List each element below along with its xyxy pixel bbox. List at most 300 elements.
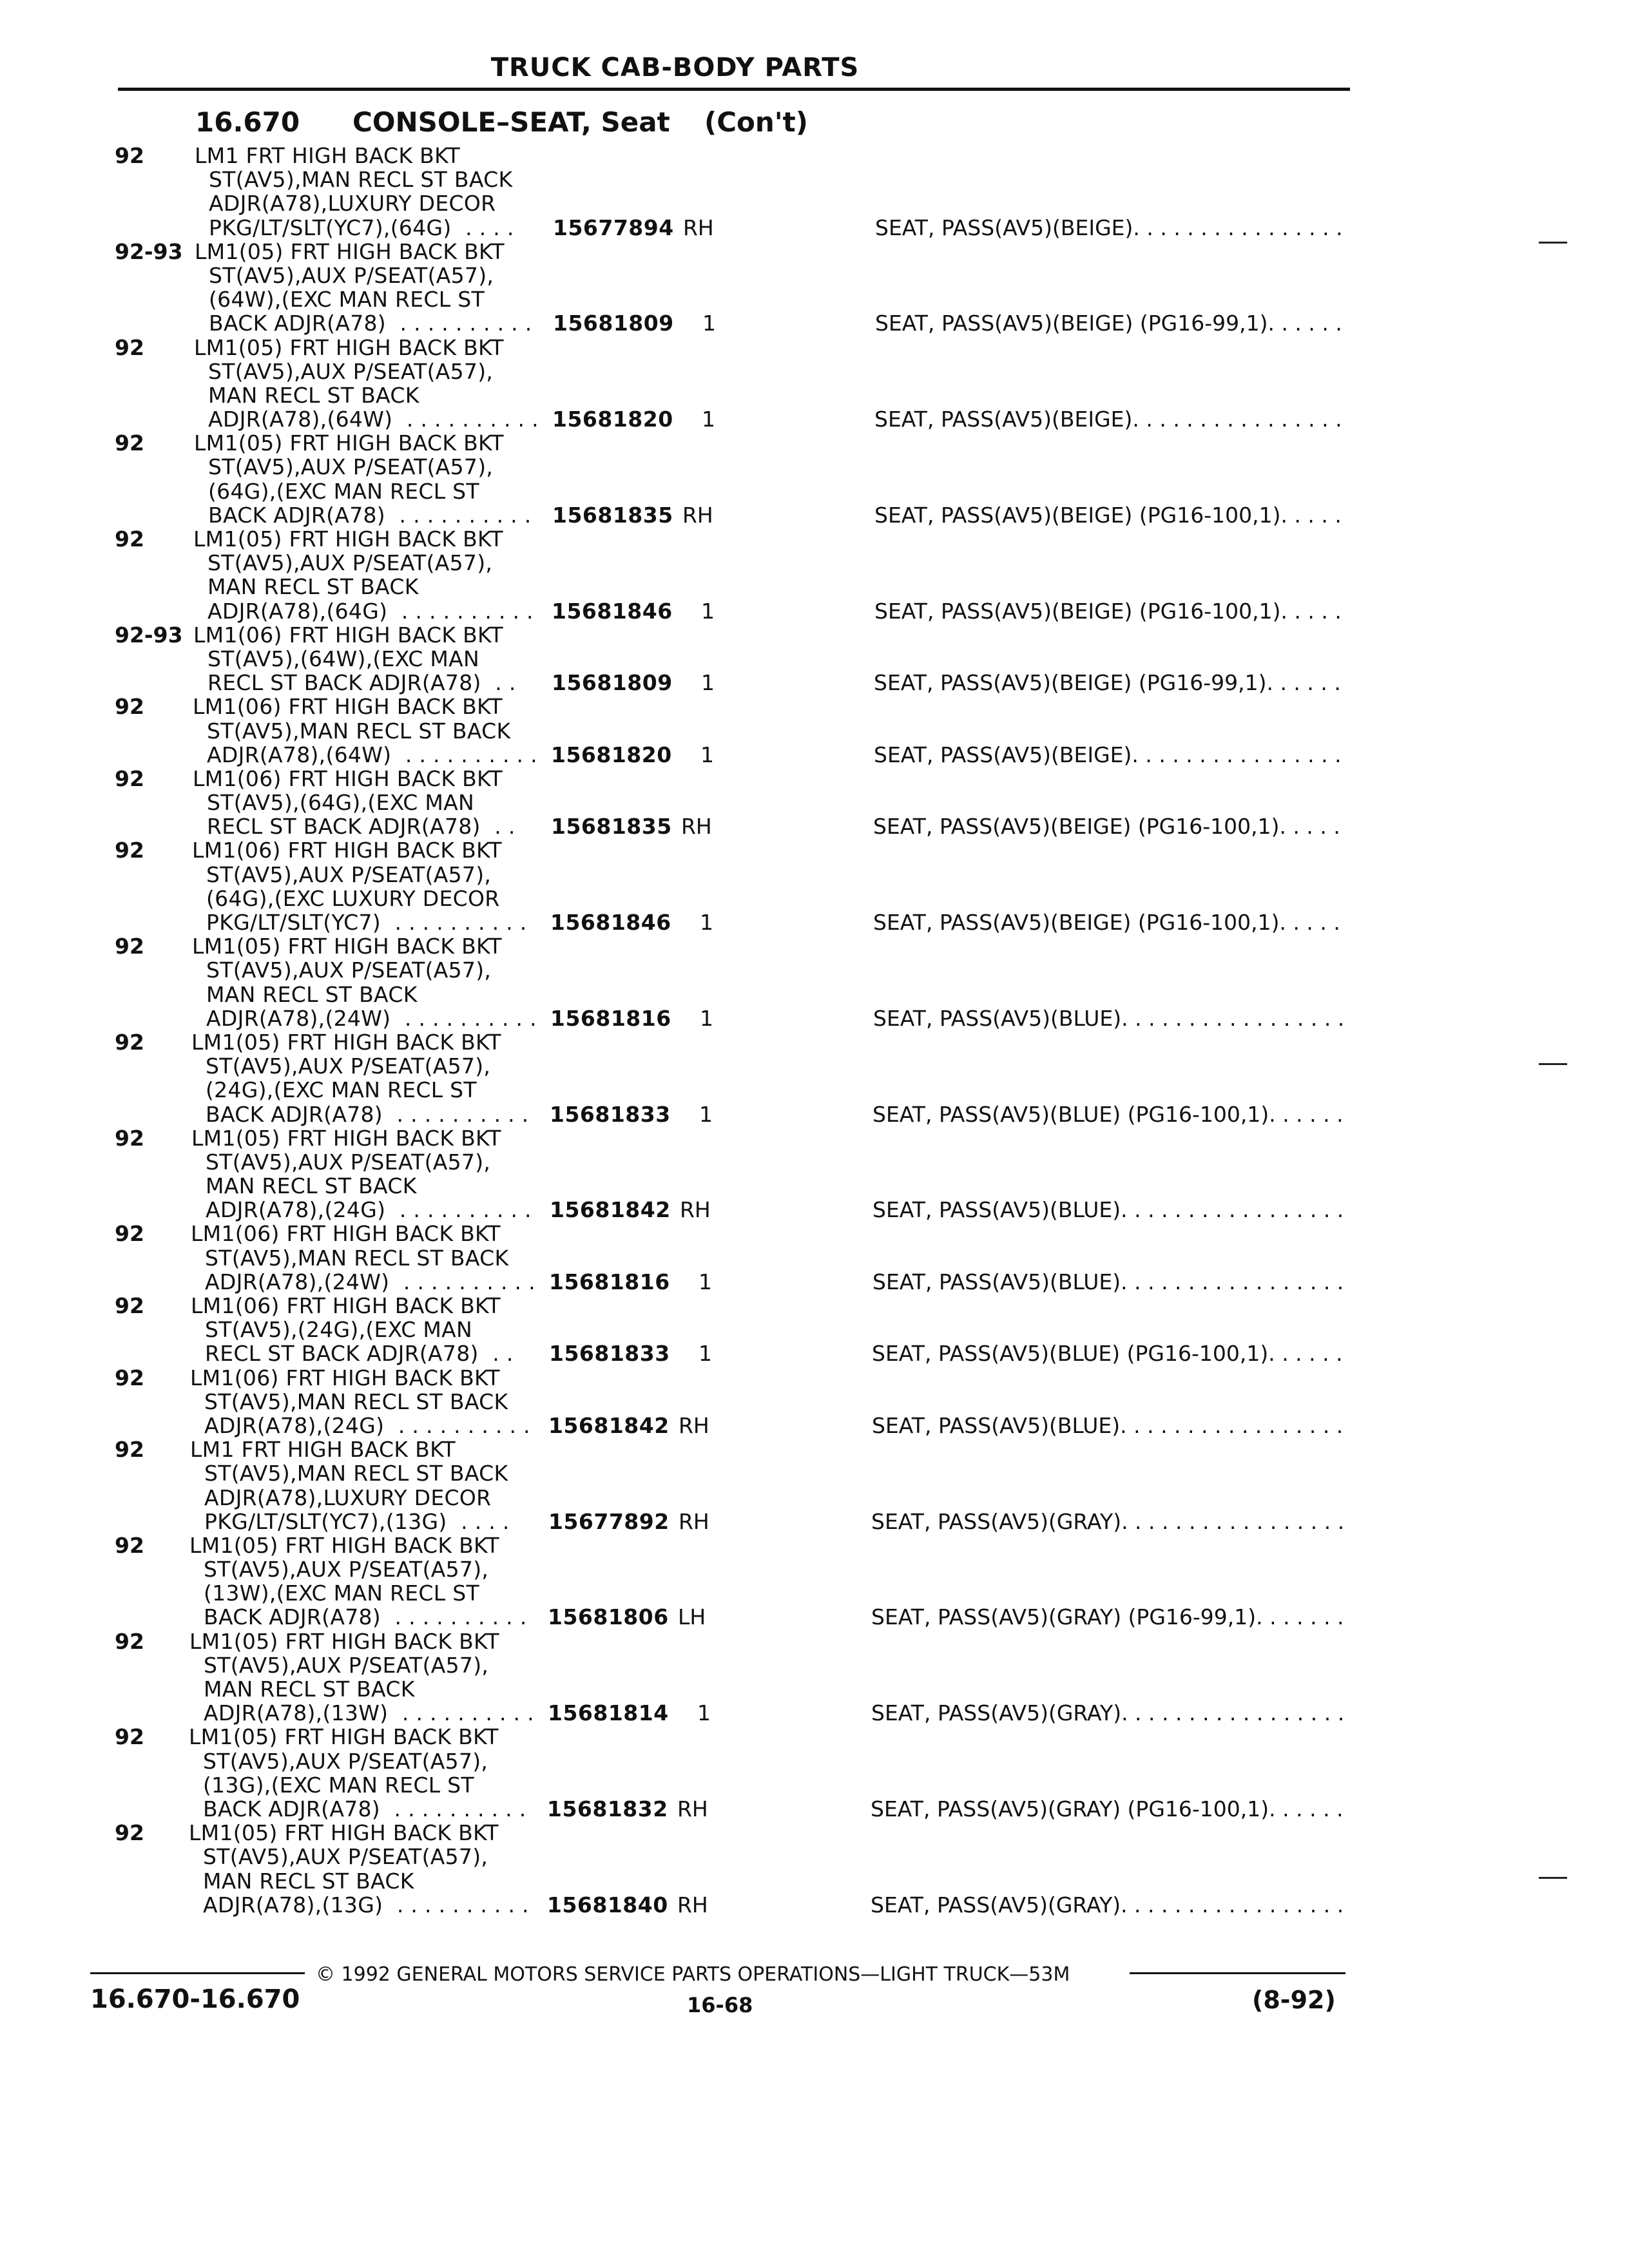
part-number: 15681806 bbox=[548, 1604, 669, 1630]
entry-text: ADJR(A78),(24W) . . . . . . . . . . bbox=[205, 1269, 535, 1294]
entry-line bbox=[0, 1366, 1629, 1390]
entry-line bbox=[0, 1605, 1629, 1629]
description-text: SEAT, PASS(AV5)(BEIGE) (PG16-100,1) bbox=[874, 503, 1281, 528]
part-description bbox=[871, 1701, 1347, 1725]
entry-line bbox=[0, 1486, 1629, 1510]
parts-entry bbox=[0, 767, 1629, 839]
part-description bbox=[872, 1102, 1347, 1126]
entry-line bbox=[0, 1102, 1629, 1126]
entry-text: LM1(05) FRT HIGH BACK BKT bbox=[189, 1724, 499, 1750]
part-number: 15681833 bbox=[550, 1101, 671, 1127]
entry-line bbox=[0, 934, 1629, 958]
entry-line bbox=[0, 887, 1629, 910]
entry-text: LM1(05) FRT HIGH BACK BKT bbox=[189, 1628, 499, 1654]
entry-text: MAN RECL ST BACK bbox=[207, 574, 419, 600]
entry-line bbox=[0, 168, 1629, 191]
entry-line bbox=[0, 647, 1629, 671]
entry-text: BACK ADJR(A78) . . . . . . . . . . bbox=[204, 1604, 527, 1630]
description-text: SEAT, PASS(AV5)(BEIGE) (PG16-100,1) bbox=[873, 910, 1280, 935]
entry-line bbox=[0, 1150, 1629, 1174]
parts-list bbox=[0, 144, 1629, 1917]
model-year: 92-93 bbox=[115, 238, 183, 264]
description-text: SEAT, PASS(AV5)(BEIGE) bbox=[874, 407, 1133, 432]
footer-page-range: 16.670-16.670 bbox=[90, 1984, 300, 2014]
leader-dots bbox=[1280, 503, 1347, 527]
entry-text: ST(AV5),AUX P/SEAT(A57), bbox=[204, 1557, 489, 1582]
entry-text: ST(AV5),AUX P/SEAT(A57), bbox=[204, 1652, 489, 1678]
entry-text: ST(AV5),AUX P/SEAT(A57), bbox=[209, 262, 494, 288]
footer-date: (8-92) bbox=[1252, 1986, 1336, 2014]
entry-text: LM1(06) FRT HIGH BACK BKT bbox=[190, 1365, 500, 1390]
entry-text: PKG/LT/SLT(YC7),(64G) . . . . bbox=[209, 215, 514, 240]
entry-line bbox=[0, 1797, 1629, 1821]
parts-entry bbox=[0, 1030, 1629, 1126]
part-number: 15681832 bbox=[547, 1796, 668, 1821]
model-year: 92 bbox=[115, 1293, 144, 1318]
entry-text: RECL ST BACK ADJR(A78) . . bbox=[207, 670, 516, 696]
entry-line bbox=[0, 910, 1629, 934]
description-text: SEAT, PASS(AV5)(GRAY) bbox=[871, 1509, 1122, 1533]
entry-text: LM1(06) FRT HIGH BACK BKT bbox=[192, 838, 502, 863]
description-text: SEAT, PASS(AV5)(GRAY) bbox=[871, 1701, 1122, 1725]
entry-line bbox=[0, 1246, 1629, 1270]
entry-text: LM1 FRT HIGH BACK BKT bbox=[190, 1437, 456, 1463]
part-number: 15681842 bbox=[548, 1412, 670, 1438]
header-rule bbox=[118, 88, 1350, 91]
entry-text: ADJR(A78),(24W) . . . . . . . . . . bbox=[206, 1005, 537, 1031]
model-year: 92 bbox=[115, 934, 144, 959]
leader-dots bbox=[1279, 910, 1347, 934]
part-number: 15681820 bbox=[552, 407, 673, 432]
entry-text: ST(AV5),(24G),(EXC MAN bbox=[205, 1317, 472, 1343]
quantity: 1 bbox=[699, 1101, 713, 1127]
model-year: 92 bbox=[115, 526, 144, 552]
leader-dots bbox=[1256, 1605, 1347, 1629]
entry-line bbox=[0, 1222, 1629, 1245]
quantity: 1 bbox=[701, 598, 715, 624]
entry-text: MAN RECL ST BACK bbox=[208, 382, 419, 408]
margin-mark bbox=[1539, 1063, 1567, 1065]
margin-mark bbox=[1539, 242, 1567, 244]
model-year: 92 bbox=[115, 430, 144, 456]
parts-entry bbox=[0, 934, 1629, 1030]
part-number: 15681833 bbox=[549, 1341, 670, 1367]
entry-line bbox=[0, 407, 1629, 431]
part-description bbox=[873, 910, 1347, 934]
entry-line bbox=[0, 360, 1629, 383]
entry-line bbox=[0, 1341, 1629, 1365]
entry-line bbox=[0, 1510, 1629, 1533]
description-text: SEAT, PASS(AV5)(BEIGE) bbox=[875, 215, 1133, 240]
leader-dots bbox=[1268, 311, 1347, 335]
entry-line bbox=[0, 1270, 1629, 1294]
parts-entry bbox=[0, 1437, 1629, 1533]
entry-text: ADJR(A78),LUXURY DECOR bbox=[209, 191, 496, 216]
description-text: SEAT, PASS(AV5)(GRAY) (PG16-99,1) bbox=[871, 1605, 1257, 1629]
entry-line bbox=[0, 1078, 1629, 1102]
part-number: 15681835 bbox=[552, 502, 673, 528]
entry-line bbox=[0, 1318, 1629, 1341]
quantity: RH bbox=[683, 215, 714, 240]
model-year: 92 bbox=[115, 1029, 144, 1055]
part-description bbox=[872, 1414, 1347, 1437]
model-year: 92 bbox=[115, 1628, 144, 1654]
model-year: 92 bbox=[115, 838, 144, 863]
part-number: 15681816 bbox=[550, 1005, 671, 1031]
entry-line bbox=[0, 1198, 1629, 1222]
entry-line bbox=[0, 1030, 1629, 1054]
quantity: 1 bbox=[699, 1269, 712, 1294]
parts-entry bbox=[0, 838, 1629, 934]
entry-text: RECL ST BACK ADJR(A78) . . bbox=[205, 1341, 514, 1367]
entry-line bbox=[0, 216, 1629, 240]
entry-line bbox=[0, 1533, 1629, 1557]
entry-line bbox=[0, 983, 1629, 1006]
quantity: 1 bbox=[700, 910, 713, 935]
entry-text: BACK ADJR(A78) . . . . . . . . . . bbox=[208, 502, 532, 528]
entry-text: BACK ADJR(A78) . . . . . . . . . . bbox=[203, 1796, 526, 1821]
entry-line bbox=[0, 743, 1629, 767]
margin-mark bbox=[1539, 1877, 1567, 1879]
entry-text: ADJR(A78),LUXURY DECOR bbox=[204, 1485, 492, 1510]
leader-dots bbox=[1279, 814, 1347, 838]
entry-text: ST(AV5),AUX P/SEAT(A57), bbox=[203, 1748, 488, 1774]
leader-dots bbox=[1266, 671, 1347, 695]
page-title: TRUCK CAB-BODY PARTS bbox=[490, 53, 860, 82]
description-text: SEAT, PASS(AV5)(BEIGE) (PG16-100,1) bbox=[873, 814, 1280, 839]
entry-text: ST(AV5),MAN RECL ST BACK bbox=[209, 167, 513, 193]
entry-line bbox=[0, 1701, 1629, 1725]
entry-line bbox=[0, 383, 1629, 407]
entry-line bbox=[0, 1653, 1629, 1677]
entry-line bbox=[0, 623, 1629, 647]
part-description bbox=[871, 1510, 1347, 1533]
leader-dots bbox=[1121, 1198, 1347, 1222]
parts-entry bbox=[0, 527, 1629, 623]
entry-line bbox=[0, 1677, 1629, 1701]
entry-text: ADJR(A78),(24G) . . . . . . . . . . bbox=[206, 1197, 532, 1223]
entry-text: ADJR(A78),(24G) . . . . . . . . . . bbox=[204, 1412, 530, 1438]
parts-entry bbox=[0, 1725, 1629, 1821]
entry-text: LM1(05) FRT HIGH BACK BKT bbox=[191, 1125, 501, 1151]
quantity: RH bbox=[677, 1796, 708, 1821]
entry-text: ST(AV5),(64G),(EXC MAN bbox=[207, 790, 474, 816]
entry-line bbox=[0, 479, 1629, 503]
entry-line bbox=[0, 455, 1629, 479]
parts-entry bbox=[0, 336, 1629, 432]
entry-text: ST(AV5),AUX P/SEAT(A57), bbox=[206, 957, 492, 983]
entry-line bbox=[0, 1893, 1629, 1917]
part-number: 15677894 bbox=[553, 215, 674, 240]
model-year: 92 bbox=[115, 1437, 144, 1463]
quantity: 1 bbox=[699, 1341, 712, 1367]
entry-text: ADJR(A78),(13W) . . . . . . . . . . bbox=[204, 1700, 534, 1726]
part-description bbox=[875, 216, 1347, 240]
description-text: SEAT, PASS(AV5)(BEIGE) bbox=[874, 742, 1132, 767]
model-year: 92 bbox=[115, 1820, 144, 1846]
footer-copyright: © 1992 GENERAL MOTORS SERVICE PARTS OPERATIONS—LIGHT TRUCK—53M bbox=[316, 1963, 1070, 1986]
part-description bbox=[875, 311, 1347, 335]
parts-entry bbox=[0, 1629, 1629, 1725]
entry-line bbox=[0, 1054, 1629, 1078]
parts-entry bbox=[0, 431, 1629, 527]
entry-text: (64G),(EXC LUXURY DECOR bbox=[206, 885, 500, 911]
part-description bbox=[874, 743, 1347, 767]
part-description bbox=[871, 1797, 1347, 1821]
entry-text: BACK ADJR(A78) . . . . . . . . . . bbox=[209, 311, 532, 336]
parts-entry bbox=[0, 1126, 1629, 1222]
entry-line bbox=[0, 144, 1629, 168]
entry-line bbox=[0, 264, 1629, 287]
footer-page-number: 16-68 bbox=[687, 1993, 753, 2017]
model-year: 92 bbox=[115, 143, 144, 168]
description-text: SEAT, PASS(AV5)(BLUE) (PG16-100,1) bbox=[872, 1341, 1269, 1366]
entry-text: ST(AV5),AUX P/SEAT(A57), bbox=[206, 1053, 491, 1079]
leader-dots bbox=[1132, 407, 1347, 431]
description-text: SEAT, PASS(AV5)(BLUE) bbox=[872, 1413, 1121, 1438]
entry-line bbox=[0, 671, 1629, 695]
quantity: RH bbox=[679, 1508, 709, 1534]
parts-entry bbox=[0, 623, 1629, 695]
description-text: SEAT, PASS(AV5)(GRAY) bbox=[871, 1892, 1121, 1917]
part-number: 15681842 bbox=[550, 1197, 671, 1223]
description-text: SEAT, PASS(AV5)(BEIGE) (PG16-99,1) bbox=[875, 311, 1268, 336]
entry-text: MAN RECL ST BACK bbox=[204, 1677, 415, 1702]
entry-line bbox=[0, 1461, 1629, 1485]
model-year: 92 bbox=[115, 765, 144, 791]
part-description bbox=[874, 503, 1347, 527]
part-description bbox=[874, 599, 1347, 623]
section-header bbox=[195, 106, 808, 138]
footer-rule-left bbox=[90, 1972, 305, 1974]
entry-text: ST(AV5),MAN RECL ST BACK bbox=[205, 1245, 509, 1271]
entry-text: ADJR(A78),(64W) . . . . . . . . . . bbox=[208, 407, 539, 432]
part-description bbox=[872, 1270, 1347, 1294]
entry-line bbox=[0, 599, 1629, 623]
entry-line bbox=[0, 791, 1629, 814]
quantity: 1 bbox=[702, 311, 716, 336]
entry-text: ADJR(A78),(13G) . . . . . . . . . . bbox=[203, 1892, 529, 1917]
entry-line bbox=[0, 191, 1629, 215]
entry-text: LM1(05) FRT HIGH BACK BKT bbox=[194, 334, 504, 360]
model-year: 92 bbox=[115, 1365, 144, 1390]
part-description bbox=[871, 1893, 1347, 1917]
entry-line bbox=[0, 336, 1629, 360]
entry-line bbox=[0, 1174, 1629, 1198]
model-year: 92 bbox=[115, 1221, 144, 1247]
model-year: 92 bbox=[115, 1724, 144, 1750]
description-text: SEAT, PASS(AV5)(BEIGE) (PG16-100,1) bbox=[874, 599, 1281, 623]
entry-text: ADJR(A78),(64G) . . . . . . . . . . bbox=[207, 598, 534, 624]
entry-line bbox=[0, 1581, 1629, 1605]
entry-line bbox=[0, 1006, 1629, 1030]
model-year: 92 bbox=[115, 694, 144, 720]
part-description bbox=[874, 671, 1347, 695]
leader-dots bbox=[1121, 1701, 1347, 1725]
quantity: 1 bbox=[697, 1700, 711, 1726]
entry-text: (13W),(EXC MAN RECL ST bbox=[204, 1581, 479, 1606]
entry-text: (13G),(EXC MAN RECL ST bbox=[203, 1772, 474, 1798]
entry-line bbox=[0, 814, 1629, 838]
leader-dots bbox=[1133, 216, 1347, 240]
parts-entry bbox=[0, 1821, 1629, 1917]
parts-entry bbox=[0, 1222, 1629, 1294]
entry-line bbox=[0, 1294, 1629, 1318]
part-number: 15677892 bbox=[548, 1508, 670, 1534]
quantity: 1 bbox=[700, 1005, 713, 1031]
entry-line bbox=[0, 1390, 1629, 1414]
model-year: 92-93 bbox=[115, 622, 183, 648]
entry-text: MAN RECL ST BACK bbox=[206, 981, 418, 1007]
part-number: 15681846 bbox=[550, 910, 671, 935]
leader-dots bbox=[1121, 1510, 1347, 1533]
parts-entry bbox=[0, 1366, 1629, 1438]
part-number: 15681809 bbox=[552, 670, 673, 696]
section-continued: (Con't) bbox=[704, 106, 808, 138]
entry-line bbox=[0, 1437, 1629, 1461]
quantity: 1 bbox=[702, 407, 715, 432]
parts-entry bbox=[0, 695, 1629, 767]
section-title: CONSOLE–SEAT, Seat bbox=[352, 106, 670, 138]
entry-text: LM1(06) FRT HIGH BACK BKT bbox=[193, 765, 503, 791]
entry-line bbox=[0, 1725, 1629, 1749]
part-number: 15681809 bbox=[553, 311, 674, 336]
entry-text: LM1(06) FRT HIGH BACK BKT bbox=[193, 694, 503, 720]
parts-entry bbox=[0, 1533, 1629, 1629]
model-year: 92 bbox=[115, 1125, 144, 1151]
entry-text: (24G),(EXC MAN RECL ST bbox=[206, 1077, 477, 1103]
entry-line bbox=[0, 431, 1629, 455]
part-description bbox=[873, 1006, 1347, 1030]
entry-text: RECL ST BACK ADJR(A78) . . bbox=[207, 814, 516, 840]
entry-line bbox=[0, 311, 1629, 335]
entry-text: LM1(05) FRT HIGH BACK BKT bbox=[189, 1532, 499, 1558]
entry-line bbox=[0, 1557, 1629, 1581]
entry-line bbox=[0, 527, 1629, 551]
entry-text: ST(AV5),AUX P/SEAT(A57), bbox=[206, 1149, 491, 1175]
description-text: SEAT, PASS(AV5)(BLUE) bbox=[872, 1269, 1121, 1294]
entry-line bbox=[0, 719, 1629, 743]
entry-line bbox=[0, 551, 1629, 575]
model-year: 92 bbox=[115, 334, 144, 360]
section-number: 16.670 bbox=[195, 106, 300, 138]
entry-text: MAN RECL ST BACK bbox=[206, 1173, 417, 1199]
leader-dots bbox=[1121, 1270, 1347, 1294]
entry-line bbox=[0, 695, 1629, 718]
entry-line bbox=[0, 838, 1629, 862]
entry-text: ST(AV5),MAN RECL ST BACK bbox=[207, 718, 511, 744]
description-text: SEAT, PASS(AV5)(GRAY) (PG16-100,1) bbox=[871, 1796, 1269, 1821]
entry-line bbox=[0, 287, 1629, 311]
part-number: 15681846 bbox=[552, 598, 673, 624]
entry-text: (64W),(EXC MAN RECL ST bbox=[209, 287, 485, 312]
entry-text: LM1 FRT HIGH BACK BKT bbox=[195, 143, 460, 168]
parts-entry bbox=[0, 144, 1629, 240]
leader-dots bbox=[1269, 1797, 1347, 1821]
quantity: RH bbox=[680, 1197, 711, 1223]
entry-line bbox=[0, 503, 1629, 527]
parts-entry bbox=[0, 1294, 1629, 1366]
entry-text: LM1(05) FRT HIGH BACK BKT bbox=[191, 1029, 501, 1055]
quantity: RH bbox=[681, 814, 712, 840]
entry-text: LM1(06) FRT HIGH BACK BKT bbox=[191, 1293, 501, 1318]
part-description bbox=[873, 814, 1347, 838]
leader-dots bbox=[1132, 743, 1347, 767]
entry-line bbox=[0, 767, 1629, 791]
entry-text: (64G),(EXC MAN RECL ST bbox=[208, 478, 479, 504]
leader-dots bbox=[1121, 1893, 1347, 1917]
quantity: RH bbox=[682, 502, 713, 528]
entry-text: LM1(05) FRT HIGH BACK BKT bbox=[194, 430, 504, 456]
entry-text: ST(AV5),MAN RECL ST BACK bbox=[204, 1461, 508, 1486]
entry-line bbox=[0, 1629, 1629, 1653]
part-number: 15681820 bbox=[551, 742, 672, 767]
description-text: SEAT, PASS(AV5)(BEIGE) (PG16-99,1) bbox=[874, 671, 1267, 695]
entry-text: ST(AV5),AUX P/SEAT(A57), bbox=[208, 454, 494, 480]
entry-line bbox=[0, 958, 1629, 982]
entry-text: ST(AV5),AUX P/SEAT(A57), bbox=[206, 861, 492, 887]
description-text: SEAT, PASS(AV5)(BLUE) bbox=[872, 1198, 1121, 1222]
leader-dots bbox=[1268, 1341, 1347, 1365]
part-description bbox=[871, 1605, 1347, 1629]
part-number: 15681816 bbox=[549, 1269, 670, 1294]
entry-text: ST(AV5),MAN RECL ST BACK bbox=[204, 1389, 508, 1414]
footer-rule-right bbox=[1130, 1972, 1345, 1974]
entry-line bbox=[0, 1414, 1629, 1437]
quantity: RH bbox=[677, 1892, 708, 1917]
entry-text: ST(AV5),AUX P/SEAT(A57), bbox=[207, 550, 493, 576]
description-text: SEAT, PASS(AV5)(BLUE) bbox=[873, 1006, 1122, 1030]
leader-dots bbox=[1121, 1006, 1347, 1030]
part-number: 15681835 bbox=[551, 814, 672, 840]
model-year: 92 bbox=[115, 1532, 144, 1558]
part-description bbox=[872, 1198, 1347, 1222]
quantity: 1 bbox=[701, 670, 715, 696]
entry-line bbox=[0, 1773, 1629, 1797]
quantity: RH bbox=[679, 1412, 709, 1438]
parts-entry bbox=[0, 240, 1629, 336]
entry-text: ST(AV5),AUX P/SEAT(A57), bbox=[203, 1844, 488, 1870]
entry-text: PKG/LT/SLT(YC7) . . . . . . . . . . bbox=[206, 910, 527, 935]
entry-line bbox=[0, 240, 1629, 264]
entry-text: LM1(06) FRT HIGH BACK BKT bbox=[191, 1221, 501, 1247]
entry-text: LM1(06) FRT HIGH BACK BKT bbox=[193, 622, 503, 648]
description-text: SEAT, PASS(AV5)(BLUE) (PG16-100,1) bbox=[872, 1102, 1269, 1126]
quantity: 1 bbox=[700, 742, 714, 767]
leader-dots bbox=[1120, 1414, 1347, 1437]
entry-text: LM1(05) FRT HIGH BACK BKT bbox=[192, 934, 502, 959]
part-number: 15681840 bbox=[547, 1892, 668, 1917]
part-description bbox=[874, 407, 1347, 431]
entry-line bbox=[0, 1126, 1629, 1150]
quantity: LH bbox=[678, 1604, 706, 1630]
entry-text: LM1(05) FRT HIGH BACK BKT bbox=[195, 238, 505, 264]
entry-text: BACK ADJR(A78) . . . . . . . . . . bbox=[206, 1101, 529, 1127]
part-description bbox=[872, 1341, 1347, 1365]
entry-text: ST(AV5),AUX P/SEAT(A57), bbox=[208, 358, 494, 384]
entry-text: LM1(05) FRT HIGH BACK BKT bbox=[193, 526, 503, 552]
entry-text: ADJR(A78),(64W) . . . . . . . . . . bbox=[207, 742, 537, 767]
entry-line bbox=[0, 1821, 1629, 1845]
entry-text: MAN RECL ST BACK bbox=[203, 1868, 414, 1894]
entry-line bbox=[0, 863, 1629, 887]
entry-line bbox=[0, 1845, 1629, 1869]
entry-line bbox=[0, 1749, 1629, 1773]
entry-text: PKG/LT/SLT(YC7),(13G) . . . . bbox=[204, 1508, 510, 1534]
entry-line bbox=[0, 575, 1629, 599]
part-number: 15681814 bbox=[548, 1700, 669, 1726]
entry-line bbox=[0, 1869, 1629, 1893]
